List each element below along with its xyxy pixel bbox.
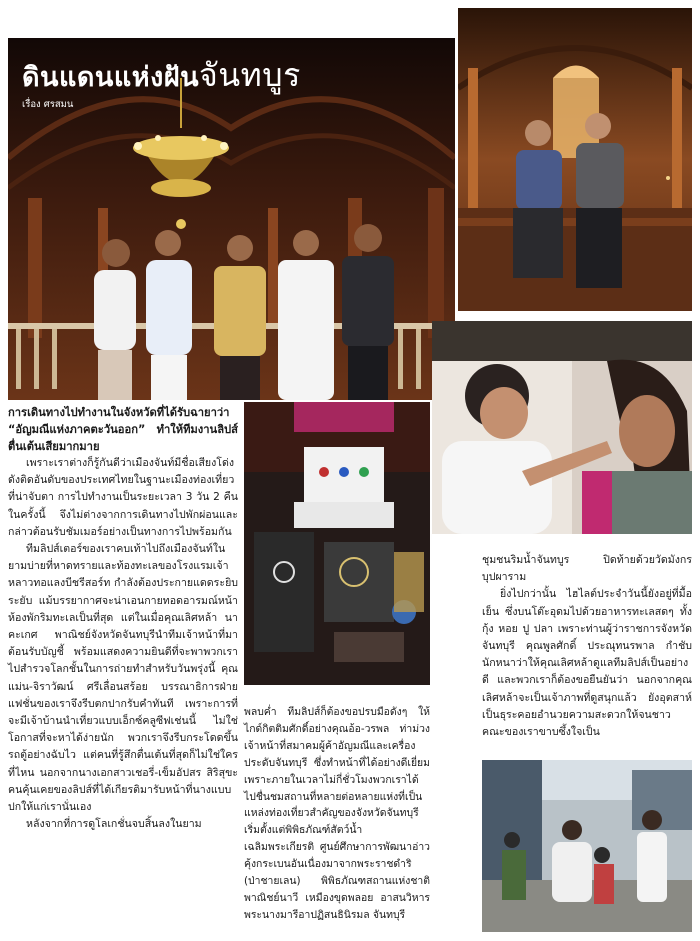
article-lead: การเดินทางไปทำงานในจังหวัดที่ได้รับฉายาว่า “อัญมณีแห่งภาคตะวันออก” ทำให้ทีมงานลิปส์ตื่นเต้นเสียมากมาย bbox=[8, 406, 238, 453]
paragraph: พลบค่ำ ทีมลิปส์ก็ต้องขอปรบมือดังๆ ให้ไกด์กิตติมศักดิ์อย่างคุณอ้อ-วรพล ท่าม่วง เจ้าหน้าที่สมาคมผู้ค้าอัญมณีและเครื่องประดับจันทบุรี ซึ่งทำหน้าที่ได้อย่างดีเยี่ยม เพราะภายในเวลาไม่กี่ชั่วโมงพวกเราได้ไปชื่นชมสถานที่หลายต่อหลายแห่งที่เป็นแหล่งท่องเที่ยวสำคัญของจังหวัดจันทบุรี เริ่มตั้งแต่พิพิธภัณฑ์สัตว์น้ำเฉลิมพระเกียรติ ศูนย์ศึกษาการพัฒนาอ่าวคุ้งกระเบนอันเนื่องมาจากพระราชดำริ (ป่าชายเลน) พิพิธภัณฑสถานแห่งชาติพาณิชย์นาวี เหมืองขุดพลอย อาสนวิหารพระนางมารีอาปฏิสนธินิรมล จันทบุรี bbox=[244, 706, 430, 921]
text-column-1 bbox=[8, 404, 238, 833]
paragraph: ชุมชนริมน้ำจันทบูร ปิดท้ายด้วยวัดมังกรบุปผาราม bbox=[482, 554, 692, 584]
paragraph: เพราะเราต่างก็รู้กันดีว่าเมืองจันท์มีชื่อเสียงโด่งดังติดอันดับของประเทศไทยในฐานะเมืองท่องเที่ยวที่น่าจับตา การไปทำงานเป็นระยะเวลา 3 วัน 2 คืนในครั้งนี้ จึงไม่ต่างจากการเดินทางไปพักผ่อนและกล่าวต้อนรับชัมเมอร์อย่างเป็นทางการไปพร้อมกัน bbox=[8, 457, 238, 538]
paragraph: ยิ่งไปกว่านั้น ไฮไลต์ประจำวันนี้ยังอยู่ที่มื้อเย็น ซึ่งบนโต๊ะอุดมไปด้วยอาหารทะเลสดๆ ทั้งกุ้ง หอย ปู ปลา เพราะท่านผู้ว่าราชการจังหวัดจันทบุรี คุณพูลศักดิ์ ประณุทนรพาล กำชับนักหนาว่าให้คุณเลิศหล้าดูแลทีมลิปส์เป็นอย่างดี และพวกเราก็ต้องขอยืนยันว่า นอกจากคุณเลิศหล้าจะเป็นเจ้าภาพที่ดูสนุกแล้ว ยังอุตสาห์เป็นธุระคอยอำนวยความสะดวกให้จนชาวคณะของเราขาบซึ้งใจเป็น bbox=[482, 588, 692, 739]
photo-riverside-street bbox=[482, 760, 692, 932]
paragraph: ทีมลิปส์เตอร์ของเราคบเท้าไปถึงเมืองจันท์ในยามบ่ายที่หาดทรายและท้องทะเลของโรงแรมเจ้าหลาวทอแลงบีชรีสอร์ท กำลังต้องประกายแดดระยิบระยับ แม้บรรยากาศจะน่าเอนกายทอดอารมณ์หน้าห้องพักริมทะเลเป็นที่สุด แต่ในเมื่อคุณเลิศหล้า นาคะเกศ พาณิชย์จังหวัดจันทบุรีนำทีมเจ้าหน้าที่มาต้อนรับบัญชี้ พร้อมแสดงความยินดีที่จะพาพวกเราไปสำรวจโลกชั้นในการถ่ายทำสำหรับวันพรุ่งนี้ คุณแม่น-จิราวัฒน์ ศรีเลื่อนสร้อย บรรณาธิการฝ่ายแฟชั่นของเราจึงรีบตกปากรับคำทันที เพราะการที่จะมีเจ้าบ้านนำเที่ยวแบบเอ็กซ์คลูซีฟเช่นนี้ ไม่ใช่โอกาสที่จะหาได้ง่ายนัก พวกเราจึงรีบกระโดดขึ้นรถตู้อย่างฉับไว แต่คนที่รู้สึกตื่นเต้นที่สุดก็ไม่ใช่ใครที่ไหน นอกจากนางเอกสาวเชอรี่-เข็มอัปสร สิริสุขะ คนคุ้นเคยของลิปส์ที่ได้เกียรติมารับหน้าที่นางแบบปกให้แก่เรานั่นเอง bbox=[8, 543, 238, 814]
text-column-3 bbox=[482, 552, 692, 741]
byline: เรื่อง ศรสมน bbox=[22, 99, 74, 110]
title-part1: ดินแดนแห่งฝัน bbox=[22, 62, 200, 93]
photo-cathedral-interior bbox=[458, 8, 692, 311]
article-title bbox=[22, 50, 301, 101]
photo-jewelry-display bbox=[244, 402, 430, 685]
title-part2: จันทบูร bbox=[199, 56, 301, 94]
text-column-2 bbox=[244, 704, 430, 924]
paragraph: หลังจากที่การดูโลเกชั่นจบสิ้นลงในยาม bbox=[26, 818, 202, 831]
photo-makeup-session bbox=[432, 321, 692, 534]
